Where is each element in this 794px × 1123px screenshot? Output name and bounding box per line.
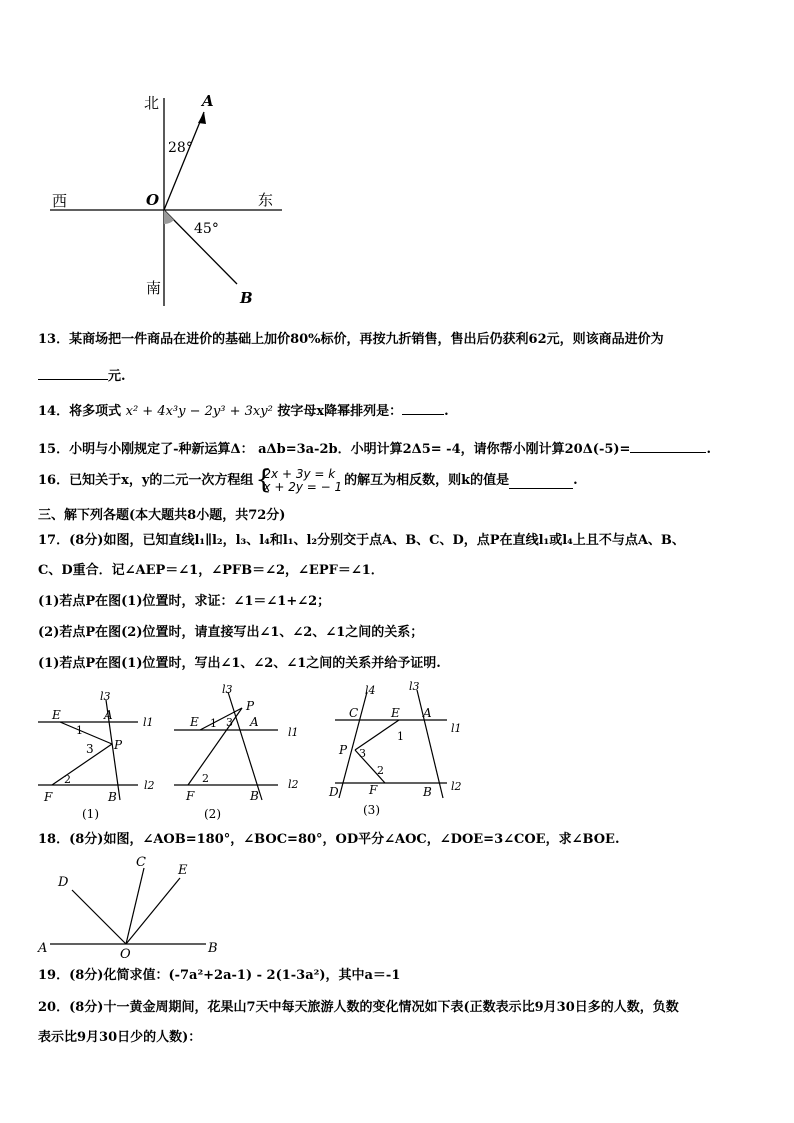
label-a: A	[104, 708, 113, 722]
q13-text: 13．某商场把一件商品在进价的基础上加价80%标价，再按九折销售，售出后仍获利62元，则该商品进价为	[38, 332, 664, 347]
west-label: 西	[52, 192, 68, 210]
angle-2: 2	[202, 772, 209, 785]
label-e: E	[178, 863, 188, 878]
segment-ep	[60, 722, 112, 744]
angle-3: 3	[226, 716, 233, 729]
q14-prefix: 14．将多项式	[38, 404, 122, 419]
question-17-line2: C、D重合．记∠AEP＝∠1，∠PFB＝∠2，∠EPF＝∠1．	[38, 563, 384, 578]
q17-figure-3	[325, 678, 465, 823]
q16-blank[interactable]	[509, 474, 573, 489]
caption-1: (1)	[82, 807, 99, 821]
q18-figure	[34, 852, 234, 964]
question-13-answer-line	[38, 365, 126, 385]
label-l3: l3	[409, 680, 420, 693]
label-l1: l1	[288, 726, 299, 739]
label-b: B	[250, 789, 259, 803]
q13-tail: 元.	[108, 369, 126, 384]
east-label: 东	[258, 191, 274, 209]
q16-eq2: x + 2y = − 1	[263, 480, 343, 494]
question-17-part2: (2)若点P在图(2)位置时，请直接写出∠1、∠2、∠1之间的关系；	[38, 625, 424, 640]
segment-ep	[200, 708, 242, 730]
angle-3: 3	[359, 747, 366, 760]
label-c: C	[349, 706, 359, 720]
label-p: P	[339, 743, 348, 757]
south-label: 南	[146, 279, 162, 297]
section-3-heading: 三、解下列各题(本大题共8小题，共72分)	[38, 508, 286, 523]
question-16	[38, 465, 578, 495]
label-b: B	[423, 785, 432, 799]
question-18: 18．(8分)如图，∠AOB=180°，∠BOC=80°，OD平分∠AOC，∠DOE=3∠COE，求∠BOE.	[38, 832, 620, 847]
label-l4: l4	[365, 684, 376, 697]
label-p: P	[114, 738, 123, 752]
q16-suffix: 的解互为相反数，则k的值是	[344, 473, 510, 488]
angle-1: 1	[210, 717, 217, 730]
q17-figure-2	[170, 680, 310, 825]
angle-45-mark	[164, 210, 174, 224]
question-13	[38, 332, 664, 348]
label-l2: l2	[451, 780, 462, 793]
q16-prefix: 16．已知关于x，y的二元一次方程组	[38, 473, 254, 488]
segment-pf	[52, 744, 112, 785]
caption-3: (3)	[363, 803, 380, 817]
label-c: C	[136, 855, 146, 870]
compass-figure	[40, 88, 300, 313]
caption-2: (2)	[204, 807, 221, 821]
question-20-line1: 20．(8分)十一黄金周期间，花果山7天中每天旅游人数的变化情况如下表(正数表示比9月30日多的人数，负数	[38, 1000, 679, 1015]
label-a: A	[250, 715, 259, 729]
question-17-line1: 17．(8分)如图，已知直线l₁∥l₂，l₃、l₄和l₁、l₂分别交于点A、B、C、D，点P在直线l₁或l₄上且不与点A、B、	[38, 533, 685, 548]
label-f: F	[369, 783, 378, 797]
ray-od	[72, 890, 126, 944]
label-l1: l1	[143, 716, 154, 729]
point-b-label: B	[240, 289, 253, 307]
label-l3: l3	[100, 690, 111, 703]
label-a: A	[423, 706, 432, 720]
q14-expression: x² + 4x³y − 2y³ + 3xy²	[125, 404, 273, 419]
question-17-part1: (1)若点P在图(1)位置时，求证：∠1＝∠1+∠2；	[38, 594, 331, 609]
question-15	[38, 438, 711, 458]
label-d: D	[329, 785, 339, 799]
angle-2: 2	[64, 773, 71, 786]
q17-figure-1	[38, 688, 168, 823]
q13-blank[interactable]	[38, 365, 108, 380]
segment-ep	[355, 720, 399, 750]
label-f: F	[44, 790, 53, 804]
label-f: F	[186, 789, 195, 803]
label-l3: l3	[222, 683, 233, 696]
line-l3	[228, 692, 262, 800]
question-20-line2: 表示比9月30日少的人数)：	[38, 1030, 202, 1045]
ray-oa	[164, 112, 204, 210]
angle-28-label: 28°	[168, 140, 193, 156]
angle-1: 1	[76, 724, 83, 737]
label-e: E	[52, 708, 61, 722]
q15-end: .	[706, 442, 711, 457]
angle-2: 2	[377, 764, 384, 777]
q15-text: 15．小明与小刚规定了-种新运算Δ： aΔb=3a-2b．小明计算2Δ5= -4，请你帮小刚计算20Δ(-5)=	[38, 442, 631, 457]
angle-3: 3	[86, 742, 94, 756]
label-e: E	[391, 706, 400, 720]
angle-45-label: 45°	[194, 221, 219, 237]
label-b: B	[108, 790, 117, 804]
north-label: 北	[144, 94, 160, 112]
q16-eq1: 2x + 3y = k	[263, 467, 336, 481]
label-l1: l1	[451, 722, 462, 735]
label-e: E	[190, 715, 199, 729]
label-l2: l2	[288, 778, 299, 791]
label-a: A	[38, 941, 48, 956]
question-14	[38, 400, 449, 420]
question-17-part3: (1)若点P在图(1)位置时，写出∠1、∠2、∠1之间的关系并给予证明.	[38, 656, 441, 671]
q16-equation-system: { 2x + 3y = k x + 2y = − 1	[255, 465, 343, 495]
q14-blank[interactable]	[402, 400, 444, 415]
point-a-label: A	[202, 92, 214, 110]
label-p: P	[246, 699, 255, 713]
q16-end: .	[573, 473, 578, 488]
label-o: O	[120, 947, 131, 962]
label-d: D	[58, 875, 69, 890]
label-b: B	[208, 941, 218, 956]
q15-blank[interactable]	[630, 438, 706, 453]
question-19: 19．(8分)化简求值：(-7a²+2a-1) - 2(1-3a²)，其中a＝-1	[38, 968, 401, 983]
label-l2: l2	[144, 779, 155, 792]
q14-suffix: 按字母x降幂排列是：	[277, 404, 403, 419]
angle-1: 1	[397, 730, 404, 743]
q14-end: .	[444, 404, 449, 419]
origin-label: O	[146, 191, 160, 209]
